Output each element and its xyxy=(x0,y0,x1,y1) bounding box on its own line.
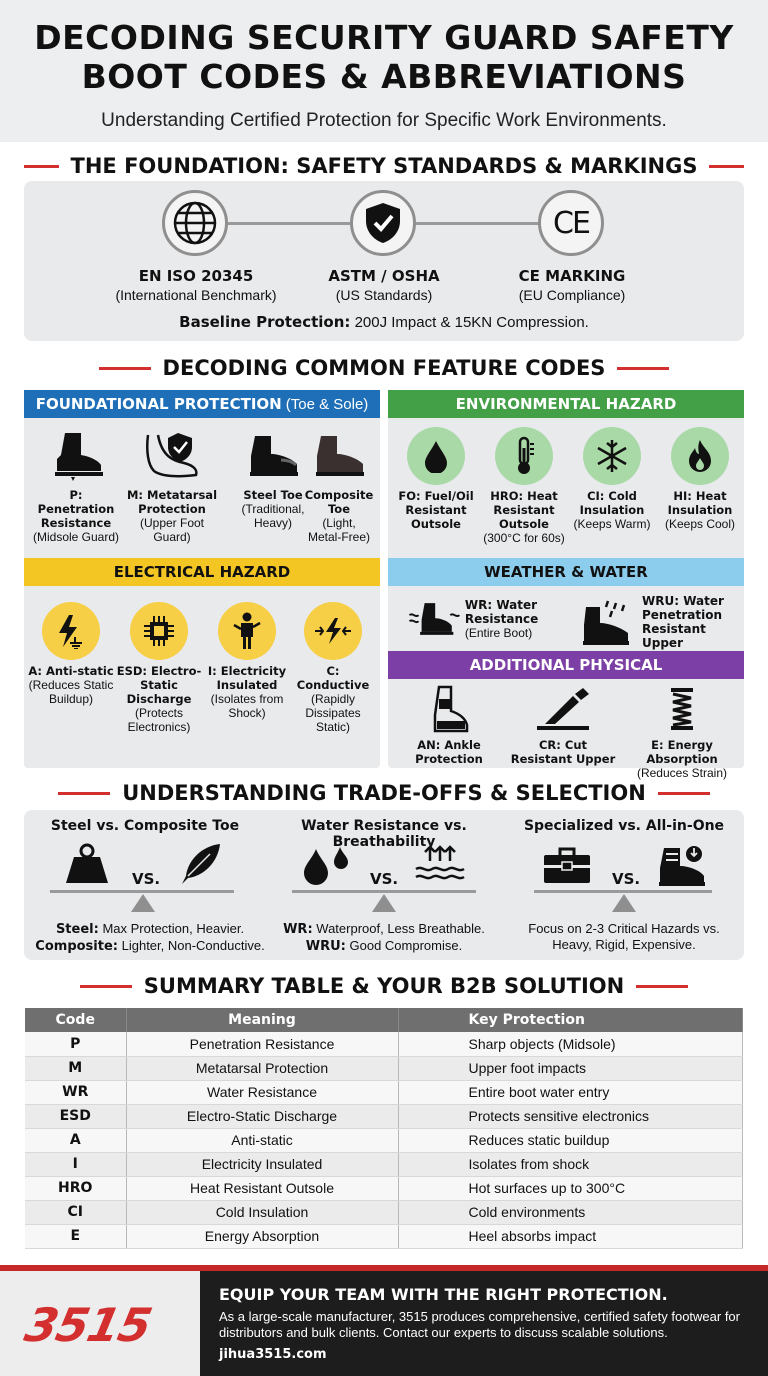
tradeoff-desc: Steel: Max Protection, Heavier. Composite: Lighter, Non-Conductive. xyxy=(35,921,265,954)
tradeoff-desc: Focus on 2-3 Critical Hazards vs. Heavy, Rigid, Expensive. xyxy=(528,921,720,952)
standard-ce-marking: CE MARKING (EU Compliance) xyxy=(518,267,626,303)
table-row xyxy=(25,1128,743,1152)
baseline-protection: Baseline Protection: 200J Impact & 15KN Compression. xyxy=(179,313,589,331)
snowflake-icon xyxy=(583,427,641,485)
column-header-meaning: Meaning xyxy=(126,1008,398,1032)
code-item-wr: WR: Water Resistance (Entire Boot) xyxy=(408,594,578,644)
lightning-ground-icon xyxy=(42,602,100,660)
tradeoff-title: Specialized vs. All-in-One xyxy=(523,818,725,834)
code-item-esd: ESD: Electro-Static Discharge (Protects Electronics) xyxy=(114,602,204,734)
composite-toe-boot-icon xyxy=(304,426,374,484)
cell-key-protection: Reduces static buildup xyxy=(398,1128,743,1152)
knife-icon xyxy=(510,684,616,734)
table-row xyxy=(25,1176,743,1200)
divider xyxy=(617,367,669,370)
heavy-boot-icon xyxy=(656,842,708,886)
balance-pivot xyxy=(612,894,636,912)
cell-key-protection: Upper foot impacts xyxy=(398,1056,743,1080)
section-title: UNDERSTANDING TRADE-OFFS & SELECTION xyxy=(122,781,646,805)
section-title: SUMMARY TABLE & YOUR B2B SOLUTION xyxy=(143,974,625,998)
cell-meaning: Water Resistance xyxy=(126,1080,398,1104)
table-row xyxy=(25,1104,743,1128)
cell-code: P xyxy=(25,1032,126,1056)
boot-nail-icon xyxy=(30,426,122,484)
summary-table xyxy=(25,1008,743,1249)
cell-code: E xyxy=(25,1224,126,1248)
feather-icon xyxy=(178,842,224,886)
cell-key-protection: Protects sensitive electronics xyxy=(398,1104,743,1128)
category-environmental: ENVIRONMENTAL HAZARD xyxy=(388,390,744,418)
cell-code: I xyxy=(25,1152,126,1176)
standard-astm-osha: ASTM / OSHA (US Standards) xyxy=(328,267,440,303)
cell-meaning: Cold Insulation xyxy=(126,1200,398,1224)
ce-mark-icon: CE xyxy=(538,190,604,256)
code-item-cr: CR: Cut Resistant Upper xyxy=(510,684,616,766)
toolbox-icon xyxy=(542,847,592,885)
code-item-hro: HRO: Heat Resistant Outsole (300°C for 60s) xyxy=(482,427,566,545)
code-item-hi: HI: Heat Insulation (Keeps Cool) xyxy=(658,427,742,531)
code-item-an: AN: Ankle Protection xyxy=(404,684,494,766)
page-title xyxy=(0,18,768,96)
water-drops-icon xyxy=(300,845,352,885)
code-item-ci: CI: Cold Insulation (Keeps Warm) xyxy=(570,427,654,531)
footer-body: As a large-scale manufacturer, 3515 produces comprehensive, certified safety footwear for distributors and bulk clients. Contact our experts to discuss scalable solutions. xyxy=(219,1309,740,1340)
section-title: THE FOUNDATION: SAFETY STANDARDS & MARKINGS xyxy=(70,154,698,178)
code-item-steel-toe: Steel Toe (Traditional, Heavy) xyxy=(238,426,308,530)
title-line-1: DECODING SECURITY GUARD SAFETY xyxy=(34,18,734,57)
balance-pivot xyxy=(131,894,155,912)
tradeoff-title: Steel vs. Composite Toe xyxy=(50,818,240,834)
footer-cta xyxy=(200,1271,768,1376)
column-header-key-protection: Key Protection xyxy=(398,1008,743,1032)
cell-key-protection: Entire boot water entry xyxy=(398,1080,743,1104)
cell-code: HRO xyxy=(25,1176,126,1200)
globe-icon xyxy=(162,190,228,256)
table-row xyxy=(25,1032,743,1056)
code-item-composite-toe: Composite Toe (Light, Metal-Free) xyxy=(304,426,374,544)
page-subtitle: Understanding Certified Protection for Specific Work Environments. xyxy=(101,110,667,131)
table-row xyxy=(25,1080,743,1104)
code-item-fo: FO: Fuel/Oil Resistant Outsole xyxy=(394,427,478,531)
boot-water-icon xyxy=(408,594,461,644)
code-item-c: C: Conductive (Rapidly Dissipates Static) xyxy=(290,602,376,734)
code-item-m: M: Metatarsal Protection (Upper Foot Guard) xyxy=(124,426,220,544)
cell-meaning: Penetration Resistance xyxy=(126,1032,398,1056)
boot-rain-icon xyxy=(578,597,636,647)
table-body xyxy=(25,1032,743,1248)
airflow-icon xyxy=(414,843,466,887)
cell-code: A xyxy=(25,1128,126,1152)
balance-bar xyxy=(292,890,476,893)
divider xyxy=(80,985,132,988)
table-row xyxy=(25,1224,743,1248)
footer-url-link[interactable]: jihua3515.com xyxy=(219,1347,327,1362)
section-heading-summary xyxy=(24,972,744,1000)
balance-pivot xyxy=(372,894,396,912)
thermometer-icon xyxy=(495,427,553,485)
tradeoff-desc: WR: Waterproof, Less Breathable. WRU: Good Compromise. xyxy=(283,921,485,954)
cell-key-protection: Heel absorbs impact xyxy=(398,1224,743,1248)
cell-meaning: Electricity Insulated xyxy=(126,1152,398,1176)
person-insulated-icon xyxy=(218,602,276,660)
spring-icon xyxy=(622,684,742,734)
cell-meaning: Energy Absorption xyxy=(126,1224,398,1248)
chip-icon xyxy=(130,602,188,660)
cell-meaning: Electro-Static Discharge xyxy=(126,1104,398,1128)
category-physical: ADDITIONAL PHYSICAL xyxy=(388,651,744,679)
balance-bar xyxy=(534,890,712,893)
cell-key-protection: Sharp objects (Midsole) xyxy=(398,1032,743,1056)
category-foundational: FOUNDATIONAL PROTECTION (Toe & Sole) xyxy=(24,390,380,418)
ankle-icon xyxy=(404,684,494,734)
oil-drop-icon xyxy=(407,427,465,485)
header xyxy=(0,0,768,142)
standard-en-iso: EN ISO 20345 (International Benchmark) xyxy=(115,267,277,303)
code-item-i: I: Electricity Insulated (Isolates from Shock) xyxy=(204,602,290,720)
steel-toe-boot-icon xyxy=(238,426,308,484)
section-heading-codes xyxy=(24,354,744,382)
section-heading-foundation xyxy=(24,152,744,180)
shield-check-icon xyxy=(350,190,416,256)
code-item-a: A: Anti-static (Reduces Static Buildup) xyxy=(28,602,114,706)
cell-code: ESD xyxy=(25,1104,126,1128)
flame-icon xyxy=(671,427,729,485)
cell-key-protection: Isolates from shock xyxy=(398,1152,743,1176)
cell-code: WR xyxy=(25,1080,126,1104)
code-item-wru: WRU: Water Penetration Resistant Upper xyxy=(578,594,744,650)
divider xyxy=(58,792,110,795)
brand-logo: 3515 xyxy=(20,1298,156,1352)
code-item-p: P: Penetration Resistance (Midsole Guard) xyxy=(30,426,122,544)
divider xyxy=(709,165,744,168)
category-weather: WEATHER & WATER xyxy=(388,558,744,586)
tradeoff-title: Water Resistance vs. Breathability xyxy=(301,818,467,850)
divider xyxy=(636,985,688,988)
cell-code: CI xyxy=(25,1200,126,1224)
cell-meaning: Heat Resistant Outsole xyxy=(126,1176,398,1200)
vs-label: VS. xyxy=(612,870,641,888)
divider xyxy=(658,792,710,795)
table-header-row xyxy=(25,1008,743,1032)
balance-bar xyxy=(50,890,234,893)
conductive-bolt-icon xyxy=(304,602,362,660)
vs-label: VS. xyxy=(132,870,161,888)
weight-icon xyxy=(64,843,110,885)
table-row xyxy=(25,1056,743,1080)
cell-key-protection: Cold environments xyxy=(398,1200,743,1224)
title-line-2: BOOT CODES & ABBREVIATIONS xyxy=(81,57,687,96)
cell-meaning: Metatarsal Protection xyxy=(126,1056,398,1080)
table-row xyxy=(25,1152,743,1176)
cell-meaning: Anti-static xyxy=(126,1128,398,1152)
footer-headline: EQUIP YOUR TEAM WITH THE RIGHT PROTECTION. xyxy=(219,1285,668,1304)
section-heading-tradeoffs xyxy=(24,779,744,807)
cell-key-protection: Hot surfaces up to 300°C xyxy=(398,1176,743,1200)
code-item-e: E: Energy Absorption (Reduces Strain) xyxy=(622,684,742,780)
divider xyxy=(99,367,151,370)
vs-label: VS. xyxy=(370,870,399,888)
divider xyxy=(24,165,59,168)
column-header-code: Code xyxy=(25,1008,126,1032)
table-row xyxy=(25,1200,743,1224)
foot-shield-icon xyxy=(124,426,220,484)
section-title: DECODING COMMON FEATURE CODES xyxy=(162,356,606,380)
category-electrical: ELECTRICAL HAZARD xyxy=(24,558,380,586)
cell-code: M xyxy=(25,1056,126,1080)
